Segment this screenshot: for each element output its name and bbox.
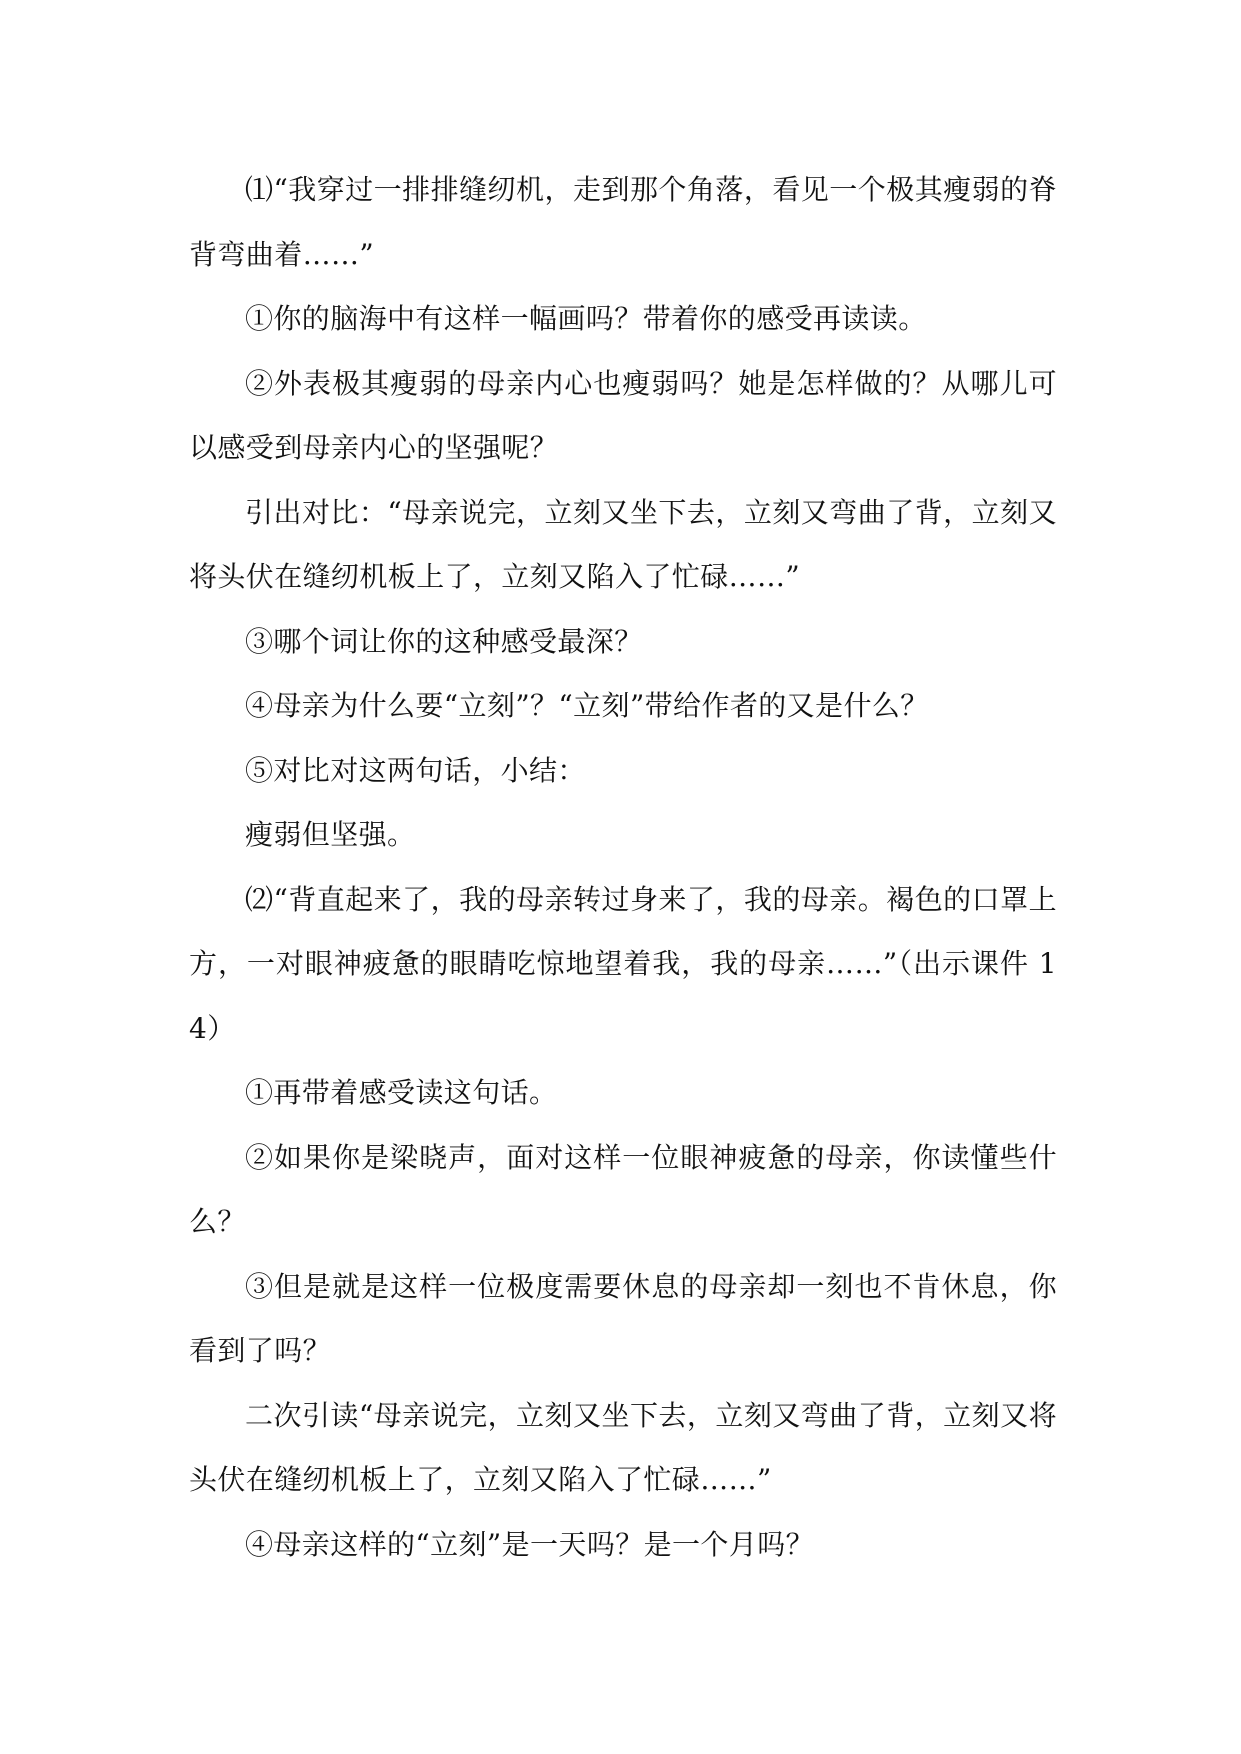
paragraph-4: 引出对比：“母亲说完，立刻又坐下去，立刻又弯曲了背，立刻又将头伏在缝纫机板上了，立刻又陷入了忙碌……”: [189, 495, 1057, 593]
paragraph-2: ①你的脑海中有这样一幅画吗？带着你的感受再读读。: [245, 302, 927, 335]
paragraph-11: ②如果你是梁晓声，面对这样一位眼神疲惫的母亲，你读懂些什么？: [189, 1140, 1057, 1238]
paragraph-13: 二次引读“母亲说完，立刻又坐下去，立刻又弯曲了背，立刻又将头伏在缝纫机板上了，立刻又陷入了忙碌……”: [189, 1398, 1057, 1496]
paragraph-1: ⑴“我穿过一排排缝纫机，走到那个角落，看见一个极其瘦弱的脊背弯曲着……”: [189, 173, 1057, 271]
paragraph-8: 瘦弱但坚强。: [245, 818, 416, 851]
paragraph-7: ⑤对比对这两句话，小结：: [245, 753, 586, 787]
paragraph-10: ①再带着感受读这句话。: [245, 1076, 558, 1109]
paragraph-6: ④母亲为什么要“立刻”？“立刻”带给作者的又是什么？: [245, 689, 929, 722]
paragraph-12: ③但是就是这样一位极度需要休息的母亲却一刻也不肯休息，你看到了吗？: [189, 1269, 1057, 1367]
paragraph-3: ②外表极其瘦弱的母亲内心也瘦弱吗？她是怎样做的？从哪儿可以感受到母亲内心的坚强呢？: [189, 366, 1057, 464]
paragraph-14: ④母亲这样的“立刻”是一天吗？是一个月吗？: [245, 1527, 815, 1561]
paragraph-9: ⑵“背直起来了，我的母亲转过身来了，我的母亲。褐色的口罩上方，一对眼神疲惫的眼睛吃惊地望着我，我的母亲……”（出示课件 14）: [189, 882, 1057, 1045]
paragraph-5: ③哪个词让你的这种感受最深？: [245, 624, 643, 658]
document-body: [189, 158, 1057, 1577]
